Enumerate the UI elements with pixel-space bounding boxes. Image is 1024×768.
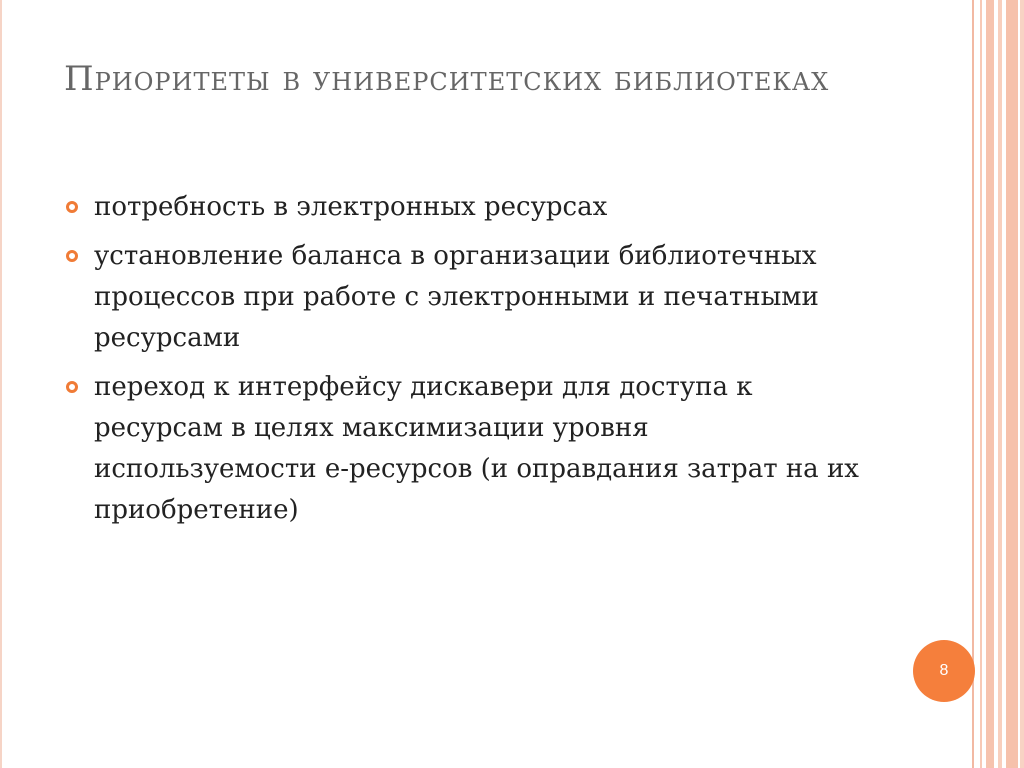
decorative-stripe — [980, 0, 982, 768]
decorative-stripe — [1020, 0, 1024, 768]
decorative-stripe — [1006, 0, 1018, 768]
bullet-item — [66, 187, 866, 228]
slide-title: Приоритеты в университетских библиотеках — [64, 59, 830, 99]
bullet-list — [66, 187, 866, 539]
page-number-badge: 8 — [913, 640, 975, 702]
bullet-circle-icon — [66, 201, 78, 213]
decorative-stripe — [998, 0, 1002, 768]
bullet-circle-icon — [66, 250, 78, 262]
bullet-text: потребность в электронных ресурсах — [94, 192, 608, 222]
bullet-circle-icon — [66, 381, 78, 393]
bullet-text: переход к интерфейсу дискавери для доступа к ресурсам в целях максимизации уровня используемости е-ресурсов (и оправдания затрат на их приобретение) — [94, 372, 859, 525]
decorative-stripe — [986, 0, 994, 768]
bullet-text: установление баланса в организации библиотечных процессов при работе с электронными и печатными ресурсами — [94, 241, 819, 353]
bullet-item — [66, 236, 866, 359]
bullet-item — [66, 367, 866, 531]
